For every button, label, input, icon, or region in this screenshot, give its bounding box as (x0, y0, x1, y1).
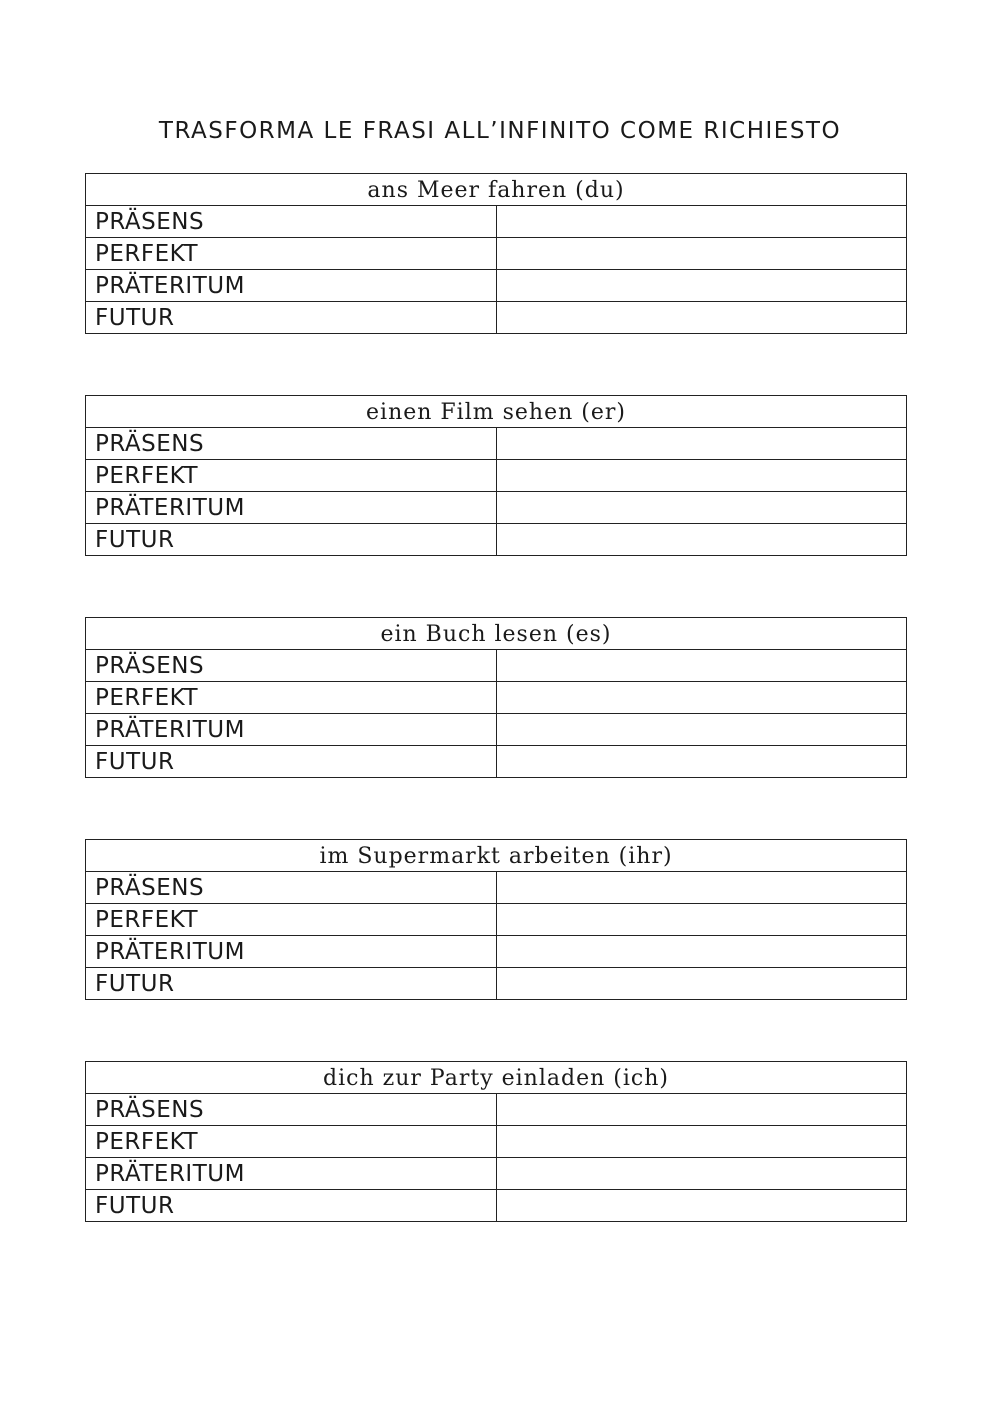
answer-cell (496, 1094, 907, 1126)
tense-label: PERFEKT (86, 904, 497, 936)
answer-input[interactable] (497, 1190, 907, 1221)
answer-cell (496, 206, 907, 238)
tense-row-futur (86, 1190, 907, 1222)
exercise-phrase: ein Buch lesen (es) (86, 618, 907, 650)
tense-label: PERFEKT (86, 1126, 497, 1158)
exercise-phrase: im Supermarkt arbeiten (ihr) (86, 840, 907, 872)
answer-cell (496, 270, 907, 302)
tense-row-perfekt (86, 682, 907, 714)
answer-input[interactable] (497, 904, 907, 935)
answer-cell (496, 524, 907, 556)
answer-input[interactable] (497, 872, 907, 903)
answer-cell (496, 872, 907, 904)
tense-label: PRÄTERITUM (86, 492, 497, 524)
tense-row-praesens (86, 1094, 907, 1126)
exercise-table-4 (85, 839, 907, 1000)
tense-label: PRÄTERITUM (86, 936, 497, 968)
answer-cell (496, 714, 907, 746)
answer-input[interactable] (497, 746, 907, 777)
tense-label: PRÄSENS (86, 872, 497, 904)
tense-label: PERFEKT (86, 460, 497, 492)
answer-input[interactable] (497, 682, 907, 713)
answer-cell (496, 238, 907, 270)
answer-cell (496, 682, 907, 714)
exercise-phrase: ans Meer fahren (du) (86, 174, 907, 206)
tense-row-perfekt (86, 904, 907, 936)
tense-row-praesens (86, 650, 907, 682)
exercise-header-row (86, 840, 907, 872)
tense-row-praesens (86, 428, 907, 460)
answer-input[interactable] (497, 492, 907, 523)
answer-input[interactable] (497, 1158, 907, 1189)
exercise-header-row (86, 618, 907, 650)
answer-cell (496, 746, 907, 778)
tense-label: PRÄTERITUM (86, 1158, 497, 1190)
answer-input[interactable] (497, 428, 907, 459)
exercise-table-5 (85, 1061, 907, 1222)
answer-input[interactable] (497, 302, 907, 333)
exercise-table-1 (85, 173, 907, 334)
answer-cell (496, 428, 907, 460)
tense-row-futur (86, 746, 907, 778)
tense-row-futur (86, 524, 907, 556)
tense-label: PERFEKT (86, 682, 497, 714)
tense-row-praeteritum (86, 936, 907, 968)
tense-label: PRÄSENS (86, 1094, 497, 1126)
tense-label: PRÄSENS (86, 650, 497, 682)
exercise-table-3 (85, 617, 907, 778)
answer-input[interactable] (497, 714, 907, 745)
answer-input[interactable] (497, 524, 907, 555)
tense-row-perfekt (86, 460, 907, 492)
tense-label: FUTUR (86, 746, 497, 778)
answer-cell (496, 460, 907, 492)
tense-row-praeteritum (86, 714, 907, 746)
tense-row-futur (86, 302, 907, 334)
answer-input[interactable] (497, 936, 907, 967)
exercise-header-row (86, 396, 907, 428)
tense-row-futur (86, 968, 907, 1000)
tense-row-praesens (86, 872, 907, 904)
answer-cell (496, 492, 907, 524)
answer-input[interactable] (497, 968, 907, 999)
exercise-table-2 (85, 395, 907, 556)
page-title: TRASFORMA LE FRASI ALL’INFINITO COME RICHIESTO (158, 118, 842, 144)
answer-input[interactable] (497, 1126, 907, 1157)
answer-input[interactable] (497, 460, 907, 491)
tense-row-perfekt (86, 1126, 907, 1158)
tense-label: PRÄTERITUM (86, 714, 497, 746)
tense-label: FUTUR (86, 1190, 497, 1222)
tense-label: PRÄTERITUM (86, 270, 497, 302)
answer-input[interactable] (497, 270, 907, 301)
tense-label: FUTUR (86, 524, 497, 556)
answer-input[interactable] (497, 650, 907, 681)
tense-label: PRÄSENS (86, 206, 497, 238)
exercise-phrase: dich zur Party einladen (ich) (86, 1062, 907, 1094)
exercise-header-row (86, 1062, 907, 1094)
answer-cell (496, 1126, 907, 1158)
exercise-header-row (86, 174, 907, 206)
answer-cell (496, 936, 907, 968)
answer-cell (496, 1190, 907, 1222)
answer-input[interactable] (497, 1094, 907, 1125)
answer-cell (496, 968, 907, 1000)
tense-label: FUTUR (86, 302, 497, 334)
tense-label: FUTUR (86, 968, 497, 1000)
tense-row-praesens (86, 206, 907, 238)
answer-input[interactable] (497, 238, 907, 269)
tense-label: PERFEKT (86, 238, 497, 270)
tense-row-praeteritum (86, 1158, 907, 1190)
answer-cell (496, 1158, 907, 1190)
tense-row-perfekt (86, 238, 907, 270)
answer-input[interactable] (497, 206, 907, 237)
tense-label: PRÄSENS (86, 428, 497, 460)
tense-row-praeteritum (86, 492, 907, 524)
answer-cell (496, 650, 907, 682)
exercise-phrase: einen Film sehen (er) (86, 396, 907, 428)
answer-cell (496, 302, 907, 334)
tense-row-praeteritum (86, 270, 907, 302)
answer-cell (496, 904, 907, 936)
